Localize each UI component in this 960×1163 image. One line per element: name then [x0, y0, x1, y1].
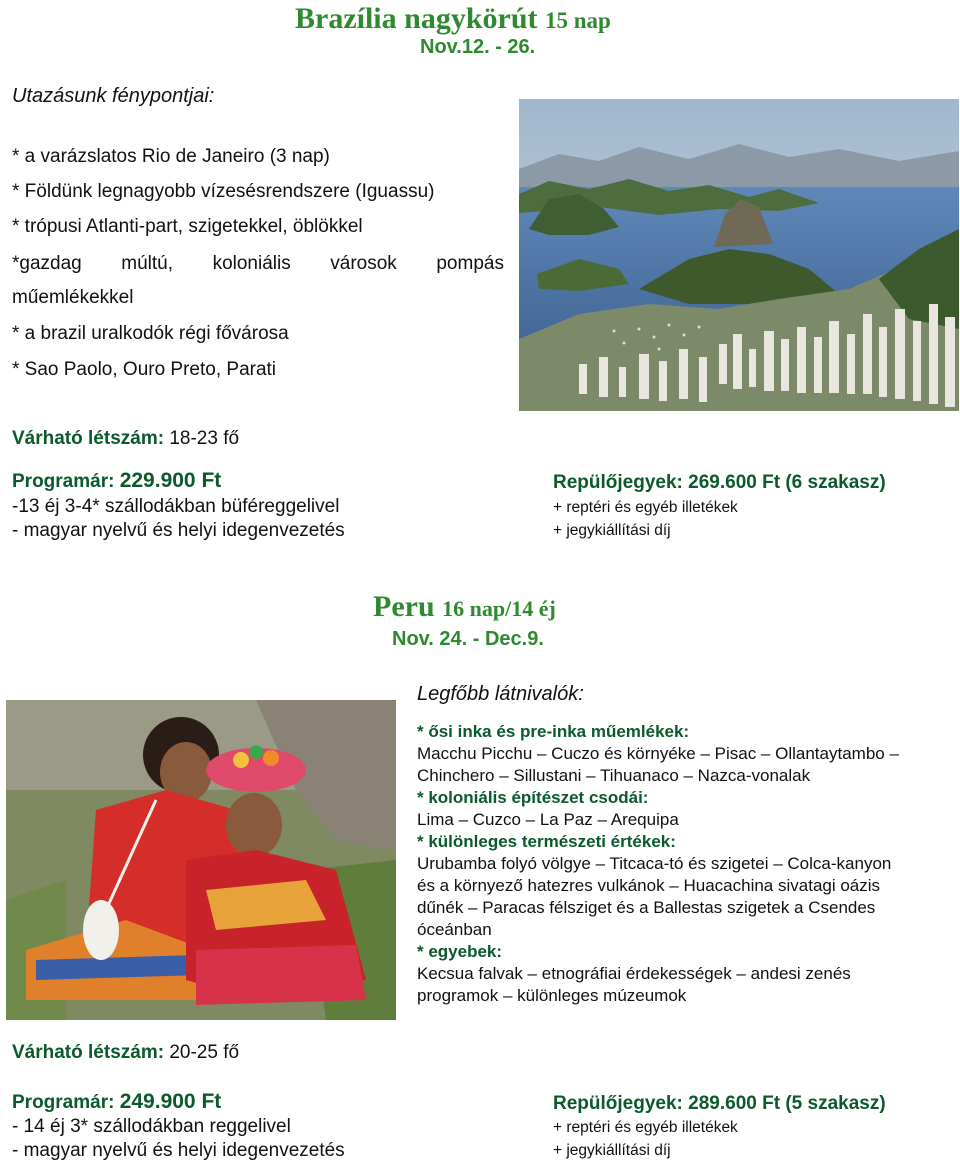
brazil-flight-extra-2: + jegykiállítási díj — [553, 522, 671, 539]
brazil-flight-extra-1: + reptéri és egyéb illetékek — [553, 499, 738, 516]
sight-line: Kecsua falvak – etnográfiai érdekességek – andesi zenés — [417, 964, 851, 983]
brazil-highlight-4 — [12, 253, 504, 275]
price-label: Programár: — [12, 1092, 115, 1113]
peru-days: 16 nap/14 éj — [442, 596, 556, 621]
brazil-days: 15 nap — [545, 8, 611, 33]
peru-dates: Nov. 24. - Dec.9. — [392, 628, 544, 650]
brazil-include-1: -13 éj 3-4* szállodákban büféreggelivel — [12, 496, 340, 517]
brazil-highlight-2: * Földünk legnagyobb vízesésrendszere (Iguassu) — [12, 181, 435, 202]
brazil-title-text: Brazília nagykörút — [295, 2, 538, 35]
highlight-4-word: *gazdag — [12, 253, 82, 274]
peru-price — [12, 1091, 221, 1114]
brazil-price — [12, 470, 221, 493]
highlight-4-word: koloniális — [212, 253, 291, 274]
sight-line: Urubamba folyó völgye – Titcaca-tó és szigetei – Colca-kanyon — [417, 854, 892, 873]
peru-title — [373, 590, 556, 624]
highlight-4-word: pompás — [436, 253, 504, 274]
peru-sights-heading: Legfőbb látnivalók: — [417, 683, 584, 705]
peru-flight-extra-2: + jegykiállítási díj — [553, 1142, 671, 1159]
brazil-highlight-1: * a varázslatos Rio de Janeiro (3 nap) — [12, 146, 330, 167]
flights-label: Repülőjegyek: — [553, 1093, 683, 1114]
group-size-label: Várható létszám: — [12, 428, 165, 449]
peru-flights — [553, 1093, 886, 1115]
peru-include-2: - magyar nyelvű és helyi idegenvezetés — [12, 1140, 345, 1161]
peru-sights-list — [417, 721, 899, 1007]
brazil-include-2: - magyar nyelvű és helyi idegenvezetés — [12, 520, 345, 541]
group-size-value: 20-25 fő — [169, 1042, 240, 1063]
group-size-value: 18-23 fő — [169, 428, 240, 449]
sight-line: Chinchero – Sillustani – Tihuanaco – Nazca-vonalak — [417, 766, 811, 785]
brazil-highlight-6: * Sao Paolo, Ouro Preto, Parati — [12, 359, 277, 380]
peru-include-1: - 14 éj 3* szállodákban reggelivel — [12, 1116, 291, 1137]
peru-group-size — [12, 1042, 239, 1064]
flights-value: 289.600 Ft (5 szakasz) — [688, 1093, 886, 1114]
brazil-highlight-4-cont: műemlékekkel — [12, 287, 134, 308]
highlight-4-word: városok — [330, 253, 397, 274]
sight-line: dűnék – Paracas félsziget és a Ballestas szigetek a Csendes — [417, 898, 876, 917]
sight-line: * különleges természeti értékek: — [417, 832, 676, 851]
peru-title-text: Peru — [373, 590, 435, 623]
brazil-group-size — [12, 428, 239, 450]
peru-flight-extra-1: + reptéri és egyéb illetékek — [553, 1119, 738, 1136]
highlight-4-word: múltú, — [121, 253, 174, 274]
price-label: Programár: — [12, 471, 115, 492]
sight-line: * ősi inka és pre-inka műemlékek: — [417, 722, 690, 741]
price-value: 249.900 Ft — [119, 1090, 222, 1113]
brazil-highlights-heading: Utazásunk fénypontjai: — [12, 85, 215, 107]
rio-de-janeiro-photo — [519, 99, 959, 411]
sight-line: Macchu Picchu – Cuczo és környéke – Pisac – Ollantaytambo – — [417, 744, 899, 763]
group-size-label: Várható létszám: — [12, 1042, 165, 1063]
flights-value: 269.600 Ft (6 szakasz) — [688, 472, 886, 493]
brazil-flights — [553, 472, 886, 494]
brazil-highlight-5: * a brazil uralkodók régi fővárosa — [12, 323, 289, 344]
flights-label: Repülőjegyek: — [553, 472, 683, 493]
price-value: 229.900 Ft — [119, 469, 222, 492]
sight-line: Lima – Cuzco – La Paz – Arequipa — [417, 810, 679, 829]
peruvian-children-photo — [6, 700, 396, 1020]
sight-line: és a környező hatezres vulkánok – Huacachina sivatagi oázis — [417, 876, 881, 895]
sight-line: óceánban — [417, 920, 492, 939]
brazil-title — [295, 2, 611, 36]
sight-line: * koloniális építészet csodái: — [417, 788, 649, 807]
sight-line: programok – különleges múzeumok — [417, 986, 687, 1005]
brazil-highlight-3: * trópusi Atlanti-part, szigetekkel, öblökkel — [12, 216, 363, 237]
sight-line: * egyebek: — [417, 942, 503, 961]
brazil-dates: Nov.12. - 26. — [420, 36, 536, 58]
